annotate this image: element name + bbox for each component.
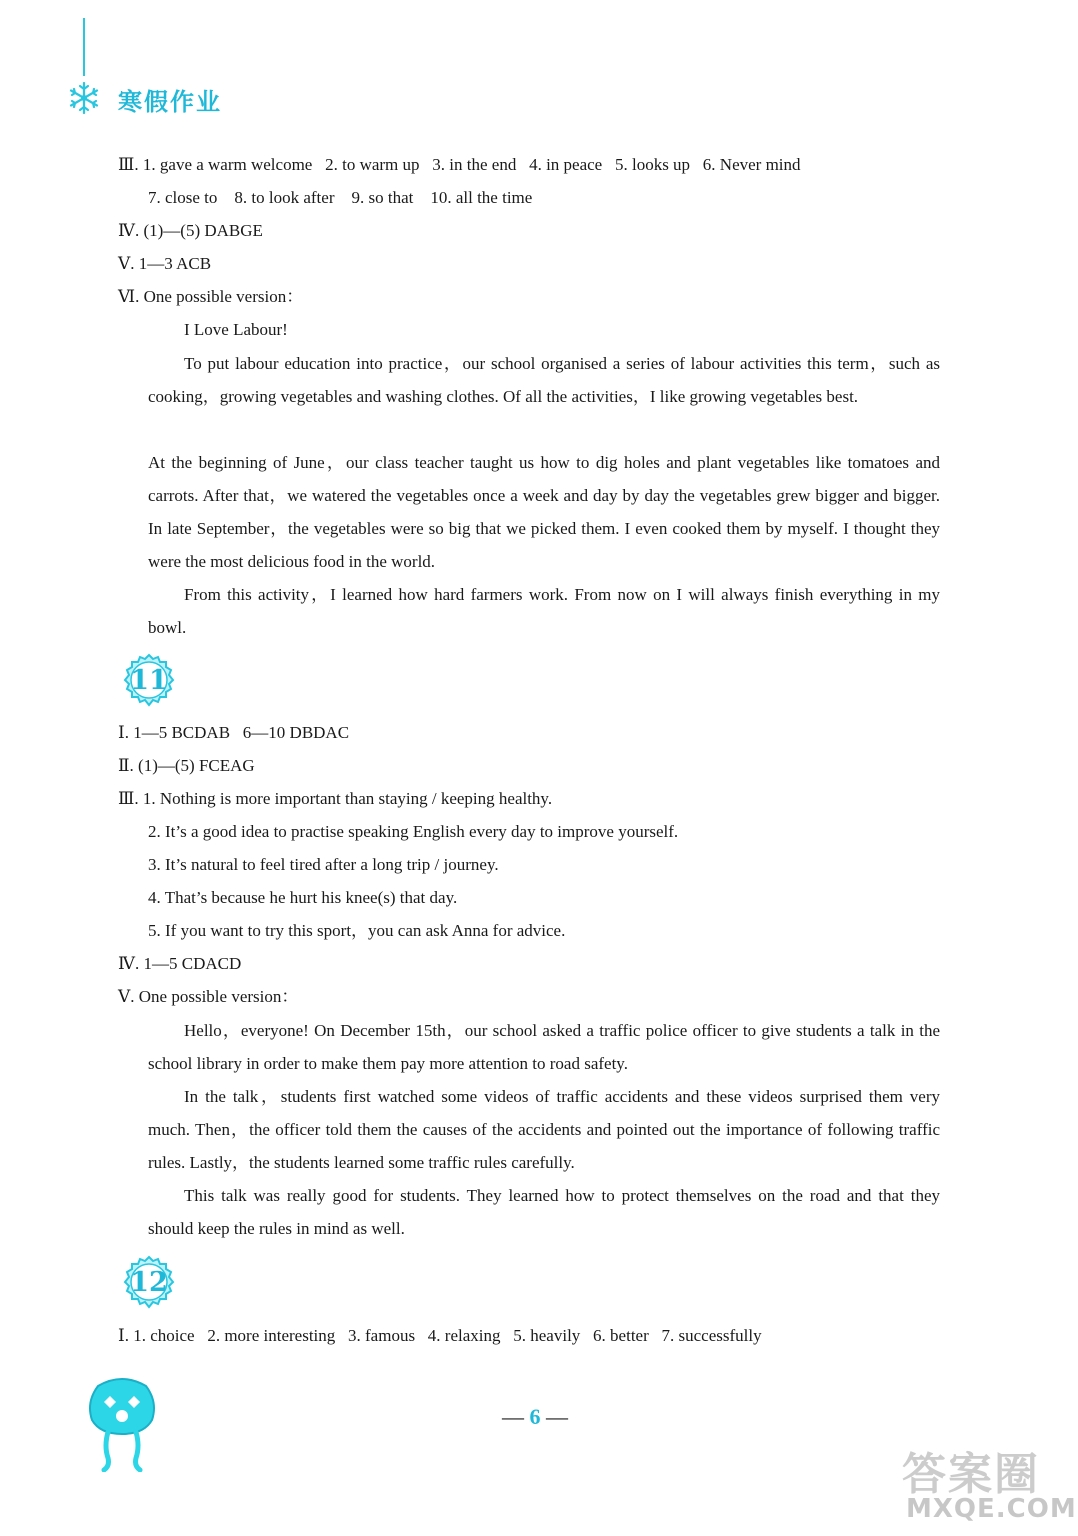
section-12-badge-number: 12 [130, 1267, 168, 1298]
s10-iii-line2: 7. close to 8. to look after 9. so that 10. all the time [148, 188, 533, 207]
s11-v-paragraph-1: Hello，everyone! On December 15th，our school asked a traffic police officer to give students a talk in the school library in order to make them pay more attention to road safety. [148, 1021, 940, 1073]
s10-vi-label: Ⅵ. One possible version： [118, 287, 304, 306]
header-title: 寒假作业 [118, 88, 222, 116]
s11-ii: Ⅱ. (1)—(5) FCEAG [118, 756, 255, 775]
s11-iii-line5: 5. If you want to try this sport，you can ask Anna for advice. [148, 921, 566, 940]
watermark-top-text: 答案圈 [902, 1449, 1040, 1500]
s11-iii-line4: 4. That’s because he hurt his knee(s) that day. [148, 888, 458, 907]
s11-i: Ⅰ. 1—5 BCDAB 6—10 DBDAC [118, 723, 350, 742]
s11-iii-line3: 3. It’s natural to feel tired after a long trip / journey. [148, 855, 499, 874]
s12-i: Ⅰ. 1. choice 2. more interesting 3. famous 4. relaxing 5. heavily 6. better 7. successfully [118, 1326, 762, 1345]
watermark-domain-text: MXQE.COM [906, 1494, 1077, 1524]
s10-vi-paragraph-2: At the beginning of June，our class teacher taught us how to dig holes and plant vegetables like tomatoes and carrots. After that，we watered the vegetables once a week and day by day the vegetables grew bigger and bigger. In late September，the vegetables were so big that we picked them. I even cooked them by myself. I thought they were the most delicious food in the world. [148, 453, 940, 571]
s10-vi-paragraph-1: To put labour education into practice，our school organised a series of labour activities this term，such as cooking，growing vegetables and washing clothes. Of all the activities，I like growing vegetables best. [148, 354, 940, 406]
s10-iv: Ⅳ. (1)—(5) DABGE [118, 221, 263, 240]
s10-vi-paragraph-3: From this activity，I learned how hard farmers work. From now on I will always finish everything in my bowl. [148, 585, 940, 637]
s10-iii-line1: Ⅲ. 1. gave a warm welcome 2. to warm up 3. in the end 4. in peace 5. looks up 6. Never mind [118, 155, 801, 174]
watermark-logo [898, 1432, 1077, 1532]
s10-vi-title: I Love Labour! [184, 320, 288, 339]
s10-v: Ⅴ. 1—3 ACB [118, 254, 212, 273]
s11-v-paragraph-2: In the talk，students first watched some videos of traffic accidents and these videos surprised them very much. Then，the officer told them the causes of the accidents and pointed out the importance of following traffic rules. Lastly，the students learned some traffic rules carefully. [148, 1087, 940, 1172]
page-number-dash-right: — [546, 1404, 568, 1429]
mascot-icon [82, 1372, 162, 1472]
section-11-badge-number: 11 [130, 665, 168, 696]
s11-v-paragraph-3: This talk was really good for students. They learned how to protect themselves on the road and that they should keep the rules in mind as well. [148, 1186, 940, 1238]
s11-iv: Ⅳ. 1—5 CDACD [118, 954, 242, 973]
page-number [490, 1404, 580, 1430]
page-number-dash-left: — [502, 1404, 524, 1429]
page-number-value: 6 [529, 1404, 541, 1429]
s11-iii-line1: Ⅲ. 1. Nothing is more important than staying / keeping healthy. [118, 789, 553, 808]
s11-iii-line2: 2. It’s a good idea to practise speaking English every day to improve yourself. [148, 822, 679, 841]
s11-v-label: Ⅴ. One possible version： [118, 987, 299, 1006]
